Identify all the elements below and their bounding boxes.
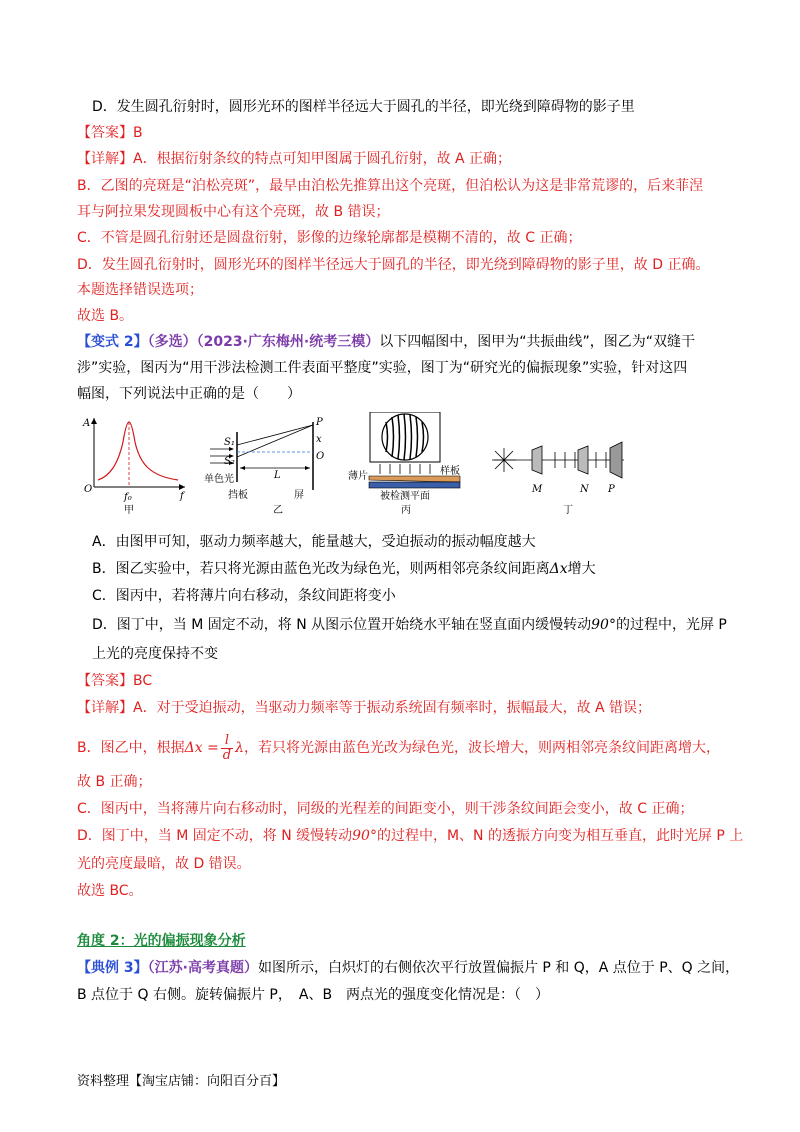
n-label: N <box>580 484 589 495</box>
four-figures <box>80 412 640 522</box>
s1-label: S₁ <box>224 437 235 448</box>
sample-label: 样板 <box>440 466 460 477</box>
multi-choice-tag: （多选） <box>147 334 197 350</box>
figure-yi <box>204 417 324 516</box>
source-tag: （2023·广东梅州·统考三模） <box>196 334 380 350</box>
ninety-degrees: 90° <box>352 828 377 844</box>
baffle-label: 挡板 <box>228 490 248 501</box>
variant-tag: 【变式 2】 <box>77 334 148 350</box>
caption-ding: 丁 <box>563 505 573 516</box>
caption-yi: 乙 <box>273 505 283 516</box>
f0-label: f₀ <box>124 492 132 503</box>
section-heading: 角度 2：光的偏振现象分析 <box>77 933 246 949</box>
answer-label: 【答案】 <box>77 125 133 141</box>
variant2-stem-line2: 涉”实验，图丙为“用干涉法检测工件表面平整度”实验，图丁为“研究光的偏振现象”实验，针对这四 <box>77 360 688 376</box>
fraction-numerator: l <box>221 734 233 749</box>
film-label: 薄片 <box>348 471 368 482</box>
stem-text-1: 以下四幅图中，图甲为“共振曲线”，图乙为“双缝干 <box>379 334 695 350</box>
answer-label: 【答案】 <box>77 673 133 689</box>
origin-label: O <box>84 484 93 495</box>
m-label: M <box>532 484 543 495</box>
formula-fraction <box>221 734 233 763</box>
answer-value: B <box>133 125 143 141</box>
figures-svg <box>80 412 640 522</box>
detail-d: D．发生圆孔衍射时，圆形光环的图样半径远大于圆孔的半径，即光绕到障碍物的影子里，故 D 正确。 <box>77 257 710 273</box>
option-b-tail: 增大 <box>567 561 596 577</box>
x-label: x <box>316 434 322 445</box>
s2-label: S₂ <box>224 456 235 467</box>
variant2-detail-b2: 故 B 正确； <box>77 774 152 790</box>
example-tag: 【典例 3】 <box>77 960 148 976</box>
choice-line: 故选 B。 <box>77 308 134 324</box>
option-d-text: D．图丁中，当 M 固定不动，将 N 从图示位置开始绕水平轴在竖直面内缓慢转动 <box>92 617 592 633</box>
caption-jia: 甲 <box>124 505 134 516</box>
l-label: L <box>274 470 281 481</box>
o-label: O <box>316 451 325 462</box>
p-label: P <box>316 417 323 428</box>
detail-b-line1: B．乙图的亮斑是“泊松亮斑”，最早由泊松先推算出这个亮斑，但泊松认为这是非常荒谬的，后来菲涅 <box>77 178 704 194</box>
detail-d-tail: 的过程中，M、N 的透振方向变为相互垂直，此时光屏 P 上 <box>376 828 744 844</box>
axis-a-label: A <box>83 418 91 429</box>
screen-label: 屏 <box>294 490 304 501</box>
example-source: （江苏·高考真题） <box>147 960 258 976</box>
tested-plane-label: 被检测平面 <box>380 491 430 502</box>
p-screen-label: P <box>608 484 615 495</box>
detail-c: C．不管是圆孔衍射还是圆盘衍射，影像的边缘轮廓都是模糊不清的，故 C 正确； <box>77 230 582 246</box>
option-d-tail: 的过程中，光屏 P <box>615 617 727 633</box>
figure-bing <box>348 412 460 516</box>
formula-lhs: Δx = <box>184 740 219 756</box>
option-d-line1 <box>92 614 727 636</box>
variant2-detail-c: C．图丙中，当将薄片向右移动时，同级的光程差的间距变小，则干涉条纹间距会变小，故 C 正确； <box>77 801 694 817</box>
tested-plane <box>369 482 460 488</box>
figure-jia <box>82 418 186 516</box>
detail-d-text: D．图丁中，当 M 固定不动，将 N 缓慢转动 <box>77 828 353 844</box>
figure-ding <box>492 442 624 516</box>
option-b-text: B．图乙实验中，若只将光源由蓝色光改为绿色光，则两相邻亮条纹间距离 <box>92 561 550 577</box>
detail-label: 【详解】 <box>77 700 133 716</box>
option-c: C．图丙中，若将薄片向右移动，条纹间距将变小 <box>92 588 396 604</box>
previous-option-d: D．发生圆孔衍射时，圆形光环的图样半径远大于圆孔的半径，即光绕到障碍物的影子里 <box>92 99 635 115</box>
variant2-stem-line3: 幅图，下列说法中正确的是（ ） <box>77 386 301 402</box>
summary-line: 本题选择错误选项； <box>77 282 203 298</box>
fraction-denominator: d <box>222 747 232 763</box>
footer-note: 资料整理【淘宝店铺：向阳百分百】 <box>77 1074 286 1089</box>
example3-line1 <box>77 957 739 979</box>
polarizer-n <box>578 446 588 474</box>
caption-bing: 丙 <box>401 505 411 516</box>
resonance-curve <box>98 422 178 480</box>
variant2-answer <box>77 670 152 692</box>
detail-b-line2: 耳与阿拉果发现圆板中心有这个亮斑，故 B 错误； <box>77 204 390 220</box>
option-a: A．由图甲可知，驱动力频率越大，能量越大，受迫振动的振动幅度越大 <box>92 534 536 550</box>
variant2-choice: 故选 BC。 <box>77 883 143 899</box>
example-stem-1: 如图所示，白炽灯的右侧依次平行放置偏振片 P 和 Q，A 点位于 P、Q 之间， <box>257 960 740 976</box>
detail-b-tail: ，若只将光源由蓝色光改为绿色光，波长增大，则两相邻亮条纹间距离增大， <box>244 740 720 756</box>
formula-lambda: λ <box>235 740 244 756</box>
variant2-detail-d-line1 <box>77 825 743 847</box>
variant2-detail-a <box>77 697 651 719</box>
detail-a-text: A．对于受迫振动，当驱动力频率等于振动系统固有频率时，振幅最大，故 A 错误； <box>133 700 652 716</box>
monochromatic-light-label: 单色光 <box>204 474 234 485</box>
polarizer-m <box>532 446 542 474</box>
detail-a-text: A．根据衍射条纹的特点可知甲图属于圆孔衍射，故 A 正确； <box>133 151 512 167</box>
variant2-detail-b <box>77 731 720 765</box>
answer-line <box>77 122 143 144</box>
detail-b-text: B．图乙中，根据 <box>77 740 185 756</box>
ninety-degrees: 90° <box>591 617 616 633</box>
option-d-line2: 上光的亮度保持不变 <box>92 646 218 662</box>
detail-a <box>77 148 511 170</box>
variant2-stem-line1 <box>77 331 695 353</box>
delta-x-symbol: Δx <box>549 561 568 577</box>
detail-label: 【详解】 <box>77 151 133 167</box>
example3-line2: B 点位于 Q 右侧。旋转偏振片 P， A、B 两点光的强度变化情况是：（ ） <box>77 987 550 1003</box>
screen-p <box>610 442 622 478</box>
option-b <box>92 558 596 580</box>
answer-value: BC <box>133 673 153 689</box>
variant2-detail-d-line2: 光的亮度最暗，故 D 错误。 <box>77 856 251 872</box>
axis-f-label: f <box>180 491 184 502</box>
